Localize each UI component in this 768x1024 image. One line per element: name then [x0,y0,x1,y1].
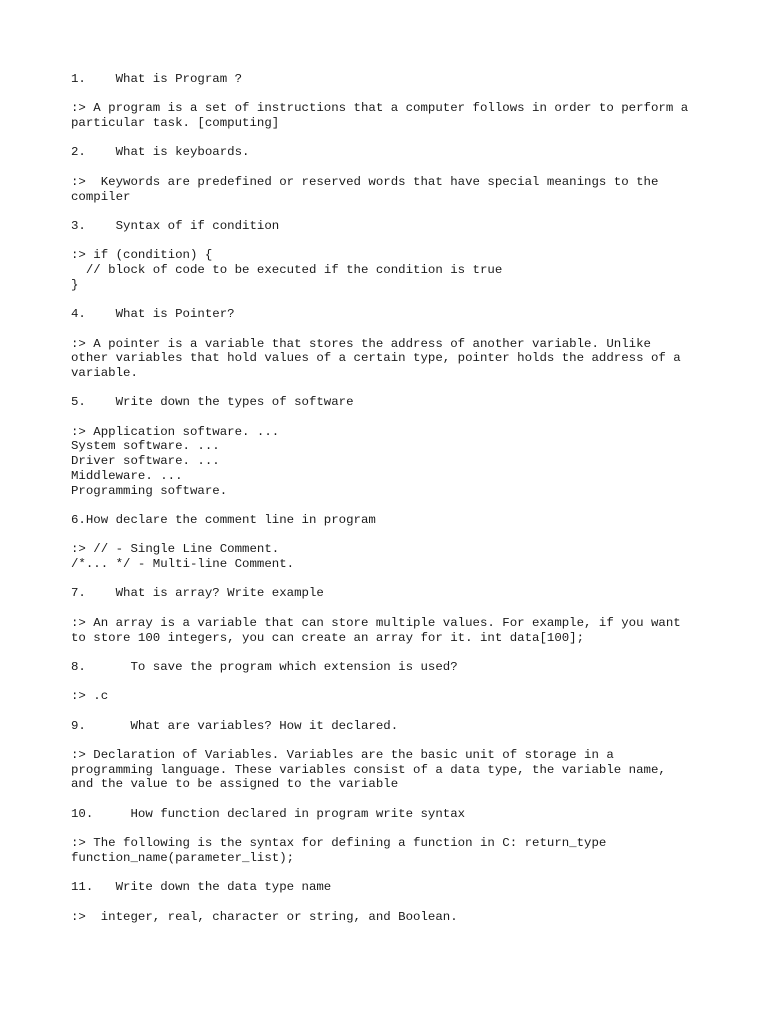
question-7: 7. What is array? Write example [71,586,324,601]
answer-4: :> A pointer is a variable that stores the address of another variable. Unlike other variables that hold values of a certain type, pointer holds the address of a variable. [71,336,681,380]
answer-1: :> A program is a set of instructions that a computer follows in order to perform a particular task. [computing] [71,101,689,131]
answer-8: :> .c [71,689,109,704]
qa-item-10 [71,807,711,866]
qa-item-8 [71,660,711,704]
question-6: 6.How declare the comment line in program [71,512,376,527]
qa-item-4 [71,307,711,381]
document-body [71,72,711,939]
question-4: 4. What is Pointer? [71,307,235,322]
question-3: 3. Syntax of if condition [71,218,280,233]
answer-6: :> // - Single Line Comment. /*... */ - Multi-line Comment. [71,542,295,572]
answer-9: :> Declaration of Variables. Variables are the basic unit of storage in a programming language. These variables consist of a data type, the variable name, and the value to be assigned to the variable [71,748,666,792]
question-11: 11. Write down the data type name [71,880,332,895]
qa-item-6 [71,513,711,572]
qa-item-7 [71,586,711,645]
answer-11: :> integer, real, character or string, and Boolean. [71,909,458,924]
qa-item-11 [71,880,711,924]
question-5: 5. Write down the types of software [71,395,354,410]
question-10: 10. How function declared in program write syntax [71,806,466,821]
answer-7: :> An array is a variable that can store multiple values. For example, if you want to store 100 integers, you can create an array for it. int data[100]; [71,615,681,645]
answer-2: :> Keywords are predefined or reserved words that have special meanings to the compiler [71,174,659,204]
qa-item-5 [71,395,711,498]
qa-item-9 [71,719,711,793]
qa-item-1 [71,72,711,131]
qa-item-3 [71,219,711,293]
question-8: 8. To save the program which extension is used? [71,659,458,674]
answer-10: :> The following is the syntax for defining a function in C: return_type function_name(parameter_list); [71,836,607,865]
question-1: 1. What is Program ? [71,72,243,86]
answer-3: :> if (condition) { // block of code to be executed if the condition is true } [71,248,503,292]
question-9: 9. What are variables? How it declared. [71,718,399,733]
qa-item-2 [71,145,711,204]
question-2: 2. What is keyboards. [71,145,250,160]
answer-5: :> Application software. ... System software. ... Driver software. ... Middleware. ... Programming software. [71,424,280,498]
